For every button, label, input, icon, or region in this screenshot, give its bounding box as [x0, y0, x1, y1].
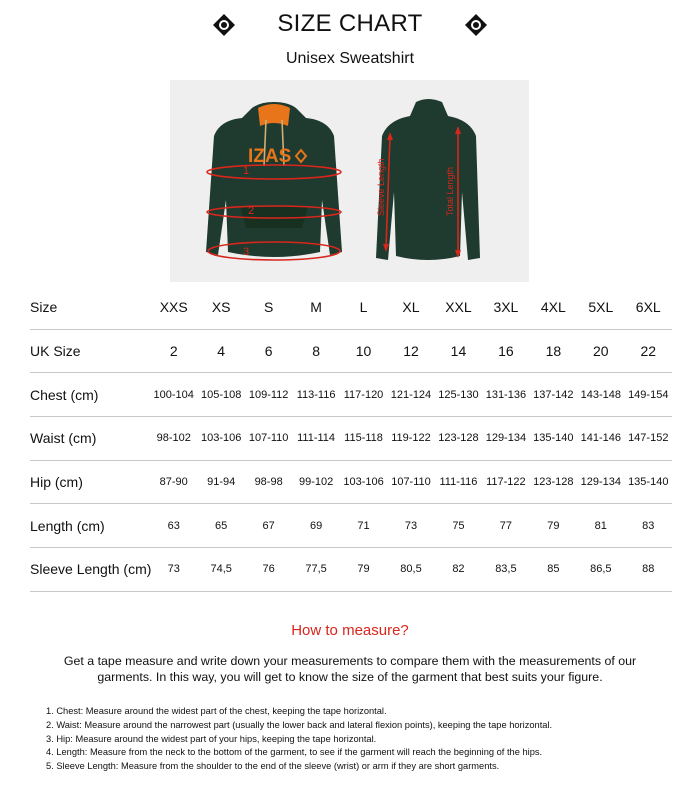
- garment-photo: [170, 80, 529, 282]
- table-cell: 149-154: [628, 388, 669, 401]
- table-cell: 16: [498, 343, 514, 360]
- table-cell: 135-140: [628, 476, 669, 489]
- size-header-cell: XL: [402, 299, 420, 316]
- note-item: 4. Length: Measure from the neck to the bottom of the garment, to see if the garment will reach the beginning of the hips.: [46, 747, 543, 758]
- table-row: [30, 504, 672, 548]
- table-cell: 103-106: [343, 476, 384, 489]
- size-header-cell: 5XL: [588, 299, 614, 316]
- table-cell: 73: [167, 563, 180, 576]
- page-title: SIZE CHART: [277, 10, 423, 37]
- size-header-cell: L: [359, 299, 368, 316]
- row-label: Chest (cm): [30, 386, 99, 403]
- page-subtitle: Unisex Sweatshirt: [285, 50, 415, 67]
- table-cell: 71: [357, 519, 370, 532]
- sleeve-length-label: Sleeve Length: [376, 158, 386, 216]
- table-cell: 14: [450, 343, 467, 360]
- size-header-cell: XS: [211, 299, 231, 316]
- front-view: [206, 102, 342, 260]
- size-header-cell: 6XL: [635, 299, 661, 316]
- note-item: 2. Waist: Measure around the narrowest part (usually the lower back and lateral flexion points), keeping the tape horizontal.: [46, 719, 553, 730]
- brand-logo: IZAS: [248, 146, 292, 167]
- table-cell: 86,5: [590, 563, 612, 576]
- row-label: UK Size: [30, 343, 81, 360]
- chest-marker: 1: [243, 165, 250, 177]
- table-cell: 75: [452, 519, 465, 532]
- table-cell: 10: [355, 343, 372, 360]
- table-cell: 107-110: [391, 476, 431, 489]
- total-length-label: Total Length: [445, 166, 455, 216]
- table-cell: 100-104: [153, 388, 194, 401]
- table-cell: 76: [262, 563, 275, 576]
- table-cell: 87-90: [159, 476, 188, 489]
- how-to-measure-intro: Get a tape measure and write down your measurements to compare them with the measurements of our garments. In this way, you will get to know the size of the garment that best suits your figure.: [63, 654, 637, 684]
- table-row: [30, 548, 672, 592]
- table-cell: 117-120: [343, 388, 384, 401]
- table-cell: 135-140: [533, 432, 574, 445]
- table-row: [30, 461, 672, 505]
- table-cell: 98-98: [254, 476, 283, 489]
- table-cell: 129-134: [580, 476, 621, 489]
- table-cell: 67: [262, 519, 275, 532]
- row-label: Hip (cm): [30, 474, 83, 491]
- row-label: Waist (cm): [30, 430, 97, 447]
- size-header-cell: 4XL: [540, 299, 566, 316]
- table-cell: 103-106: [200, 432, 242, 445]
- size-header-cell: 3XL: [493, 299, 519, 316]
- table-cell: 105-108: [200, 388, 242, 401]
- table-cell: 8: [312, 343, 320, 360]
- table-cell: 113-116: [296, 388, 336, 401]
- table-cell: 6: [264, 343, 273, 360]
- table-cell: 79: [357, 563, 370, 576]
- table-cell: 125-130: [438, 388, 479, 401]
- table-cell: 73: [404, 519, 418, 532]
- table-cell: 129-134: [485, 432, 527, 445]
- how-to-measure-heading: How to measure?: [291, 622, 409, 639]
- measurement-notes: [46, 705, 686, 774]
- table-row: [30, 417, 672, 461]
- size-header-cell: S: [263, 299, 274, 316]
- table-cell: 137-142: [533, 388, 574, 401]
- table-cell: 20: [593, 343, 609, 360]
- sweatshirt-illustration: [170, 80, 529, 282]
- hip-marker: 3: [243, 246, 250, 258]
- table-cell: 131-136: [485, 388, 527, 401]
- table-cell: 65: [215, 519, 228, 532]
- note-item: 1. Chest: Measure around the widest part of the chest, keeping the tape horizontal.: [46, 706, 387, 716]
- table-cell: 143-148: [580, 388, 621, 401]
- table-cell: 88: [642, 563, 655, 576]
- table-cell: 115-118: [344, 432, 383, 445]
- header: [0, 8, 700, 42]
- note-item: 3. Hip: Measure around the widest part of your hips, keeping the tape horizontal.: [46, 733, 377, 744]
- size-header-cell: M: [310, 299, 322, 316]
- table-cell: 109-112: [248, 388, 289, 401]
- table-cell: 123-128: [533, 476, 574, 489]
- table-cell: 91-94: [207, 476, 236, 489]
- table-cell: 2: [169, 343, 178, 360]
- size-header-cell: XXL: [445, 299, 472, 316]
- table-cell: 82: [452, 563, 465, 576]
- size-table: [30, 286, 672, 592]
- table-row: [30, 330, 672, 374]
- table-header-row: [30, 286, 672, 330]
- table-cell: 79: [547, 519, 560, 532]
- row-label: Length (cm): [30, 517, 105, 534]
- table-cell: 18: [545, 343, 562, 360]
- table-cell: 69: [309, 519, 323, 532]
- table-cell: 141-146: [580, 432, 621, 445]
- table-cell: 81: [594, 519, 607, 532]
- waist-marker: 2: [248, 205, 255, 217]
- table-cell: 147-152: [628, 432, 669, 445]
- table-cell: 117-122: [486, 476, 526, 489]
- table-cell: 98-102: [156, 432, 191, 445]
- table-cell: 107-110: [248, 432, 289, 445]
- table-cell: 121-124: [390, 388, 432, 401]
- table-cell: 111-116: [439, 476, 478, 489]
- table-cell: 123-128: [438, 432, 479, 445]
- table-cell: 119-122: [391, 432, 431, 445]
- table-cell: 12: [403, 343, 419, 360]
- back-view: [376, 99, 480, 260]
- table-cell: 74,5: [210, 563, 232, 576]
- table-cell: 63: [167, 519, 180, 532]
- row-label: Size: [30, 299, 58, 316]
- table-cell: 22: [640, 343, 657, 360]
- note-item: 5. Sleeve Length: Measure from the shoulder to the end of the sleeve (wrist) or arm if they are short garments.: [46, 761, 500, 772]
- table-cell: 83: [642, 519, 655, 532]
- table-row: [30, 373, 672, 417]
- size-header-cell: XXS: [159, 299, 188, 316]
- row-label: Sleeve Length (cm): [30, 561, 152, 578]
- table-cell: 85: [547, 563, 560, 576]
- diamond-ornament-icon: [465, 14, 487, 36]
- table-cell: 83,5: [495, 563, 517, 576]
- table-cell: 77,5: [305, 563, 327, 576]
- table-cell: 80,5: [400, 563, 422, 576]
- table-cell: 99-102: [298, 476, 334, 489]
- table-cell: 4: [217, 343, 226, 360]
- table-cell: 77: [499, 519, 513, 532]
- table-cell: 111-114: [297, 432, 336, 445]
